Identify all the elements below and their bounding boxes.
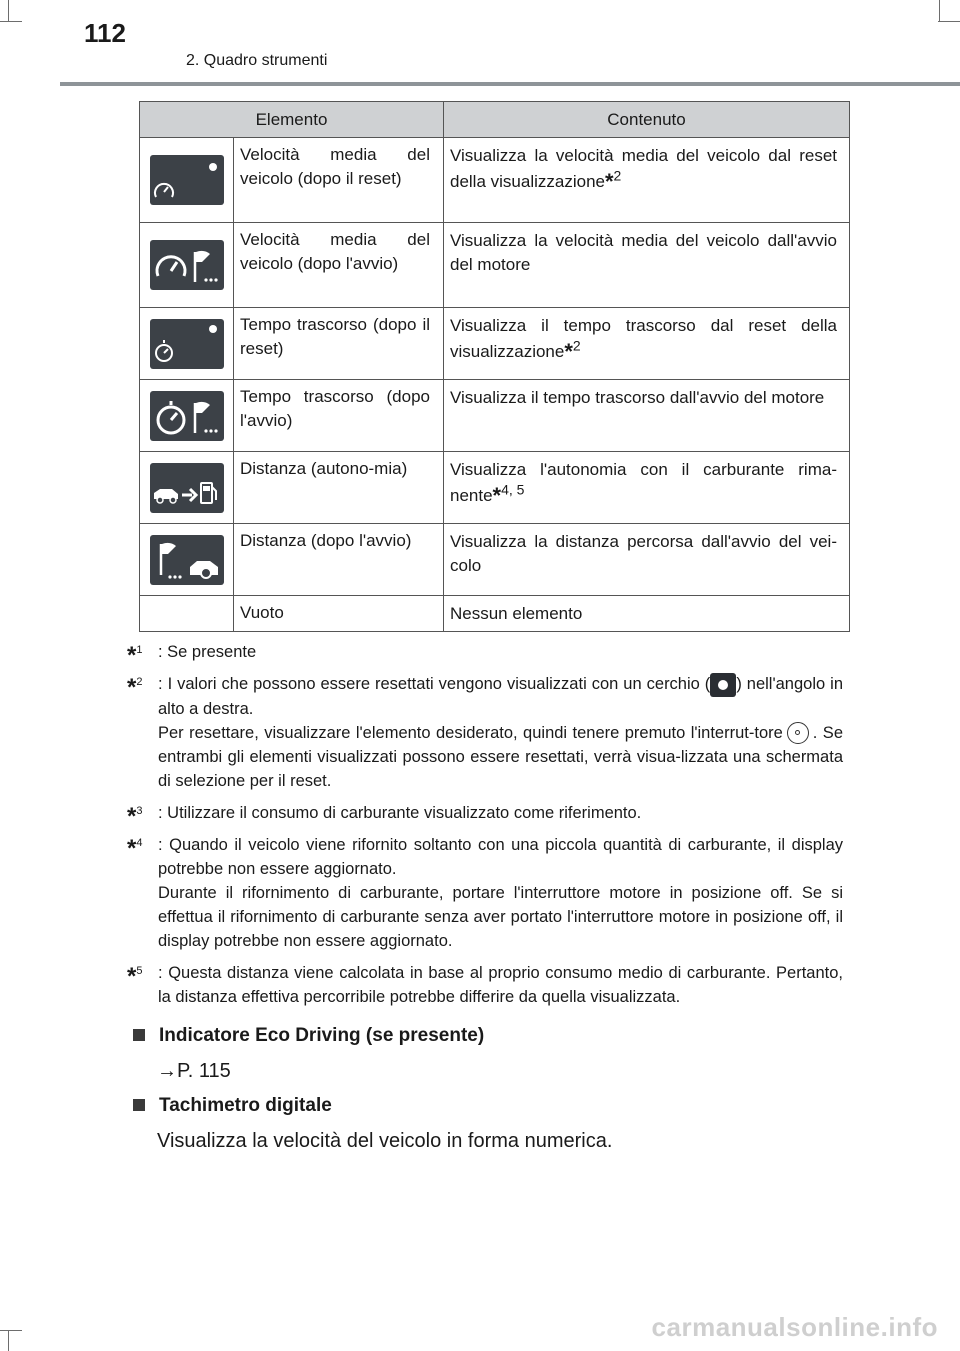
element-name: Vuoto: [234, 596, 444, 632]
header-rule: [60, 82, 960, 86]
element-content: Visualizza il tempo trascorso dall'avvio del motore: [444, 380, 850, 452]
element-name: Tempo trascorso (dopo l'avvio): [234, 380, 444, 452]
distance-start-icon: [150, 535, 224, 585]
elapsed-time-reset-icon: [150, 319, 224, 369]
element-name: Distanza (dopo l'avvio): [234, 524, 444, 596]
element-name: Velocità media del veicolo (dopo il reset): [234, 138, 444, 223]
crop-mark: [0, 1330, 22, 1331]
square-bullet-icon: [133, 1029, 145, 1041]
element-name: Tempo trascorso (dopo il reset): [234, 308, 444, 380]
watermark: carmanualsonline.info: [651, 1312, 938, 1342]
table-row: [140, 452, 850, 524]
crop-mark: [0, 21, 22, 22]
footnotes: [127, 640, 843, 1017]
col-header-content: Contenuto: [444, 102, 850, 138]
crop-mark: [938, 21, 960, 22]
elapsed-time-start-icon: [150, 391, 224, 441]
table-row: [140, 308, 850, 380]
eco-page-reference[interactable]: →P. 115: [157, 1060, 231, 1082]
element-name: Velocità media del veicolo (dopo l'avvio): [234, 223, 444, 308]
element-name: Distanza (autono-mia): [234, 452, 444, 524]
element-content: Nessun elemento: [444, 596, 850, 632]
page-number: 112: [84, 18, 126, 48]
eco-heading: Indicatore Eco Driving (se presente): [133, 1025, 484, 1047]
speedo-heading: Tachimetro digitale: [133, 1095, 332, 1117]
footnote-1: *$^1$ : Se presente: [127, 642, 257, 669]
avg-speed-reset-icon: [150, 155, 224, 205]
footnote-3: *$^3$ : Utilizzare il consumo di carburante visualizzato come riferimento.: [127, 802, 642, 830]
section-title: 2. Quadro strumenti: [186, 52, 328, 69]
element-content: Visualizza la velocità media del veicolo dall'avvio del motore: [444, 223, 850, 308]
speedo-text: Visualizza la velocità del veicolo in forma numerica.: [157, 1130, 613, 1152]
table-row: [140, 138, 850, 223]
crop-mark: [8, 0, 9, 22]
table-row: [140, 380, 850, 452]
reset-dot-icon: [710, 673, 736, 697]
element-content: Visualizza la velocità media del veicolo dal reset della visualizzazione*$^2$: [444, 138, 850, 223]
element-content: Visualizza l'autonomia con il carburante rima-nente*$^{4, 5}$: [444, 452, 850, 524]
crop-mark: [8, 1330, 9, 1351]
square-bullet-icon: [133, 1099, 145, 1111]
range-icon: [150, 463, 224, 513]
avg-speed-start-icon: [150, 240, 224, 290]
switch-knob-icon: [787, 722, 809, 744]
element-content: Visualizza la distanza percorsa dall'avvio del vei-colo: [444, 524, 850, 596]
footnote-5: *$^5$ : Questa distanza viene calcolata in base al proprio consumo medio di carburante. Pertanto, la distanza effettiva percorribile potrebbe differire da quella visualizzata.: [127, 962, 843, 1006]
trip-info-table: [139, 101, 850, 632]
crop-mark: [939, 0, 940, 22]
table-row: [140, 524, 850, 596]
footnote-2: *$^2$ : I valori che possono essere resettati vengono visualizzati con un cerchio ( ) nell'angolo in alto a destra. Per resettare, visualizzare l'elemento desiderato, quindi tenere premuto l'interrut-tore . Se entrambi gli elementi visualizzati possono essere resettati, verrà visua-lizzata una schermata di selezione per il reset.: [127, 674, 843, 790]
table-row: [140, 223, 850, 308]
element-content: Visualizza il tempo trascorso dal reset della visualizzazione*$^2$: [444, 308, 850, 380]
table-row: [140, 596, 850, 632]
col-header-element: Elemento: [140, 102, 444, 138]
footnote-4: *$^4$ : Quando il veicolo viene rifornito soltanto con una piccola quantità di carburante, il display potrebbe non essere aggiornato. Durante il rifornimento di carburante, portare l'interruttore motore in posizione off. Se si effettua il rifornimento di carburante senza aver portato l'interruttore motore in posizione off, il display potrebbe non essere aggiornato.: [127, 834, 843, 950]
